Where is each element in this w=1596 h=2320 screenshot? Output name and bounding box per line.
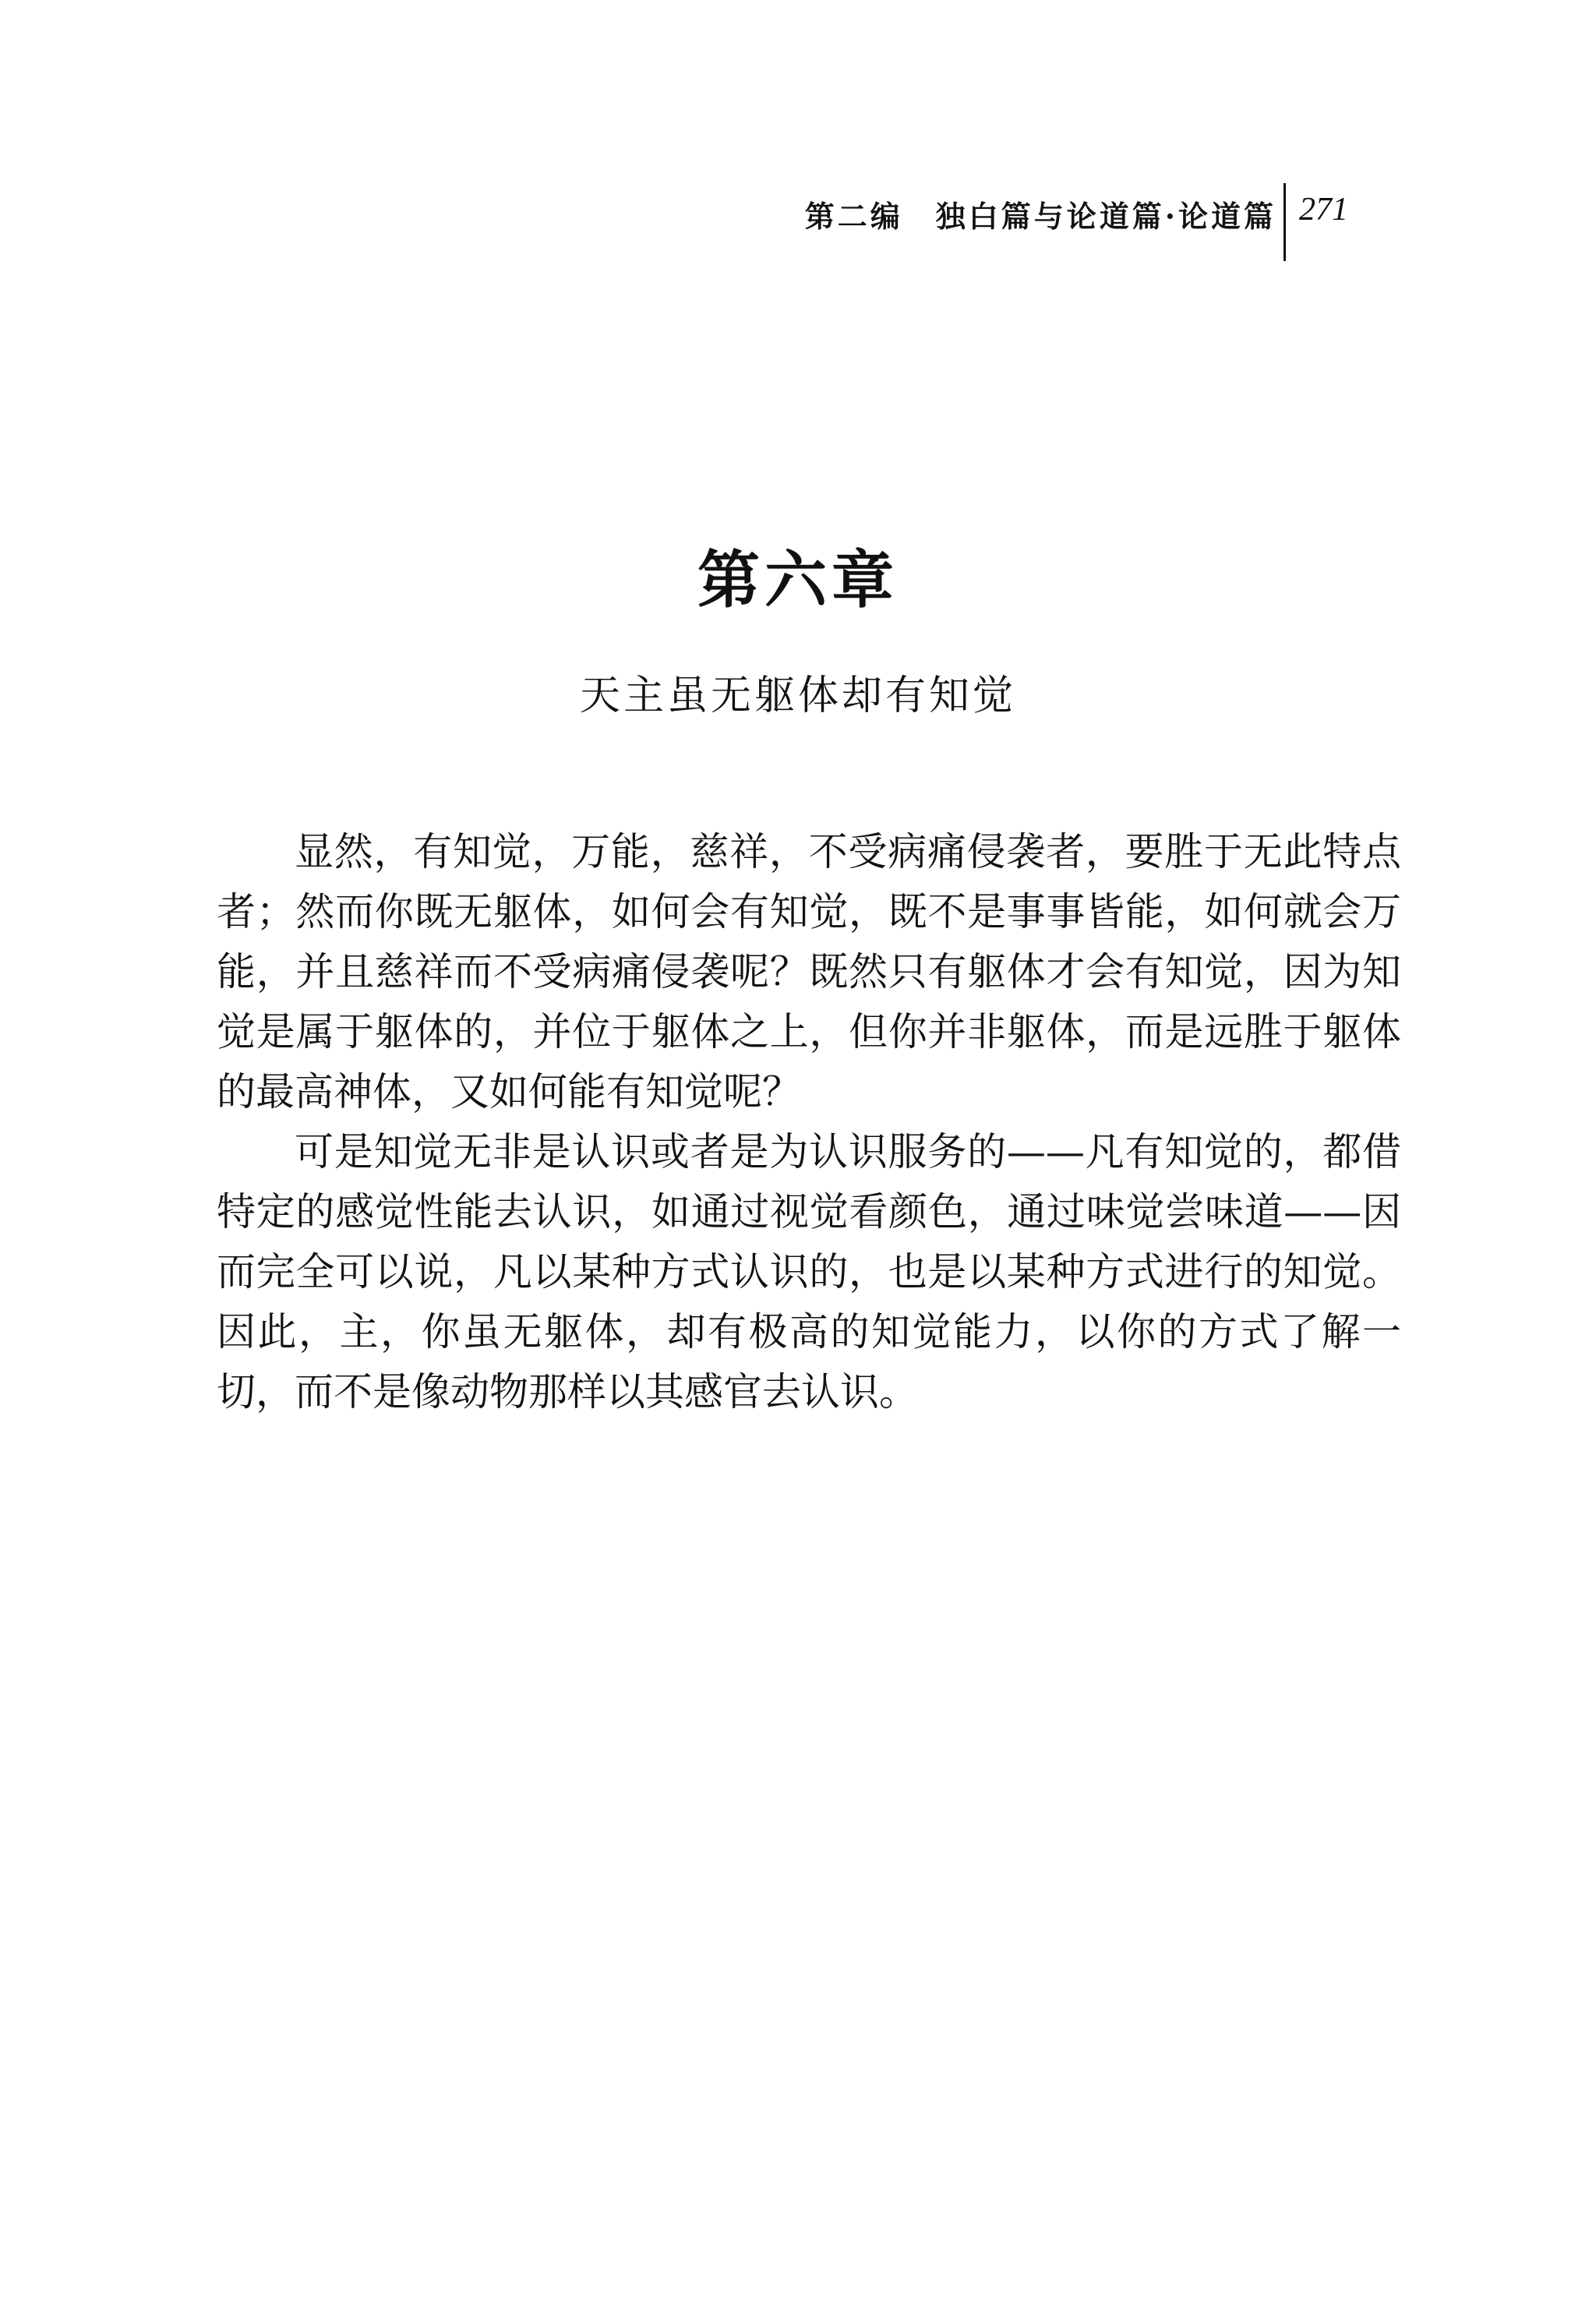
body-text	[217, 822, 1401, 1422]
chapter-subtitle: 天主虽无躯体却有知觉	[579, 673, 1016, 719]
chapter-title: 第六章	[697, 543, 899, 616]
running-head	[764, 183, 1348, 261]
paragraph: 显然，有知觉，万能，慈祥，不受病痛侵袭者，要胜于无此特点者；然而你既无躯体，如何会有知觉，既不是事事皆能，如何就会万能，并且慈祥而不受病痛侵袭呢？既然只有躯体才会有知觉，因为知觉是属于躯体的，并位于躯体之上，但你并非躯体，而是远胜于躯体的最高神体，又如何能有知觉呢？	[217, 829, 1401, 1114]
paragraph: 可是知觉无非是认识或者是为认识服务的——凡有知觉的，都借特定的感觉性能去认识，如通过视觉看颜色，通过味觉尝味道——因而完全可以说，凡以某种方式认识的，也是以某种方式进行的知觉。因此，主，你虽无躯体，却有极高的知觉能力，以你的方式了解一切，而不是像动物那样以其感官去认识。	[217, 1129, 1401, 1414]
page-number: 271	[1299, 192, 1348, 228]
running-head-title: 第二编 独白篇与论道篇·论道篇	[804, 199, 1276, 234]
running-head-divider	[1284, 183, 1286, 261]
